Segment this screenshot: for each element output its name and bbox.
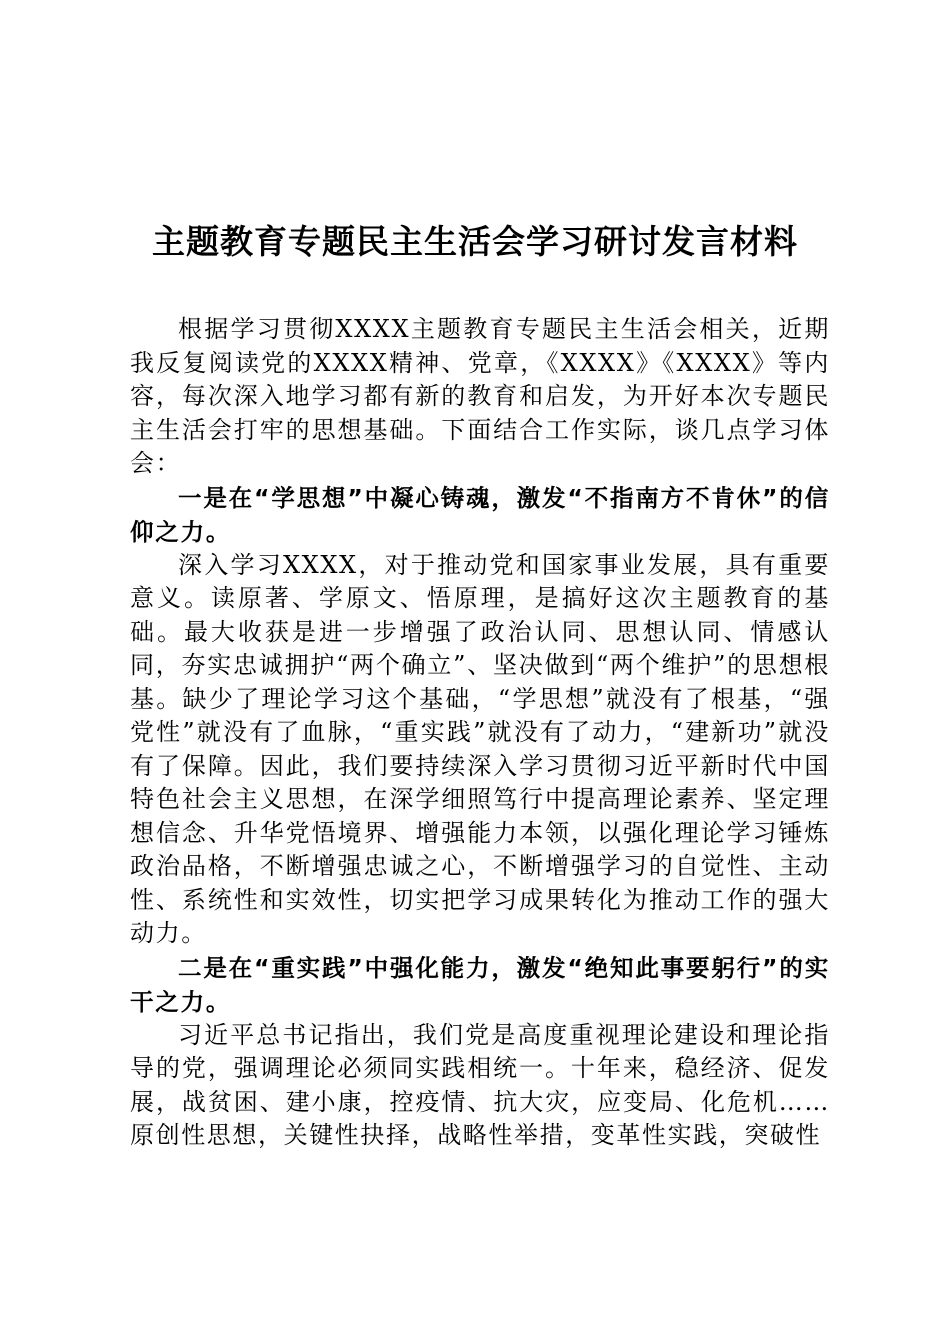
intro-paragraph: 根据学习贯彻XXXX主题教育专题民主生活会相关，近期我反复阅读党的XXXX精神、党章，《XXXX》《XXXX》等内容，每次深入地学习都有新的教育和启发，为开好本次专题民主生活会打牢的思想基础。下面结合工作实际，谈几点学习体会： xyxy=(130,315,830,477)
section-2-paragraph: 习近平总书记指出，我们党是高度重视理论建设和理论指导的党，强调理论必须同实践相统一。十年来，稳经济、促发展，战贫困、建小康，控疫情、抗大灾，应变局、化危机……原创性思想，关键性抉择，战略性举措，变革性实践，突破性 xyxy=(130,1020,830,1149)
document-body xyxy=(130,313,830,1153)
section-1-paragraph: 深入学习XXXX，对于推动党和国家事业发展，具有重要意义。读原著、学原文、悟原理，是搞好这次主题教育的基础。最大收获是进一步增强了政治认同、思想认同、情感认同，夯实忠诚拥护“两个确立”、坚决做到“两个维护”的思想根基。缺少了理论学习这个基础，“学思想”就没有了根基，“强党性”就没有了血脉，“重实践”就没有了动力，“建新功”就没有了保障。因此，我们要持续深入学习贯彻习近平新时代中国特色社会主义思想，在深学细照笃行中提高理论素养、坚定理想信念、升华党悟境界、增强能力本领，以强化理论学习锤炼政治品格，不断增强忠诚之心，不断增强学习的自觉性、主动性、系统性和实效性，切实把学习成果转化为推动工作的强大动力。 xyxy=(130,550,830,947)
section-heading-2: 二是在“重实践”中强化能力，激发“绝知此事要躬行”的实干之力。 xyxy=(130,953,830,1016)
section-heading-1: 一是在“学思想”中凝心铸魂，激发“不指南方不肯休”的信仰之力。 xyxy=(130,483,830,546)
document-title: 主题教育专题民主生活会学习研讨发言材料 xyxy=(152,222,798,261)
